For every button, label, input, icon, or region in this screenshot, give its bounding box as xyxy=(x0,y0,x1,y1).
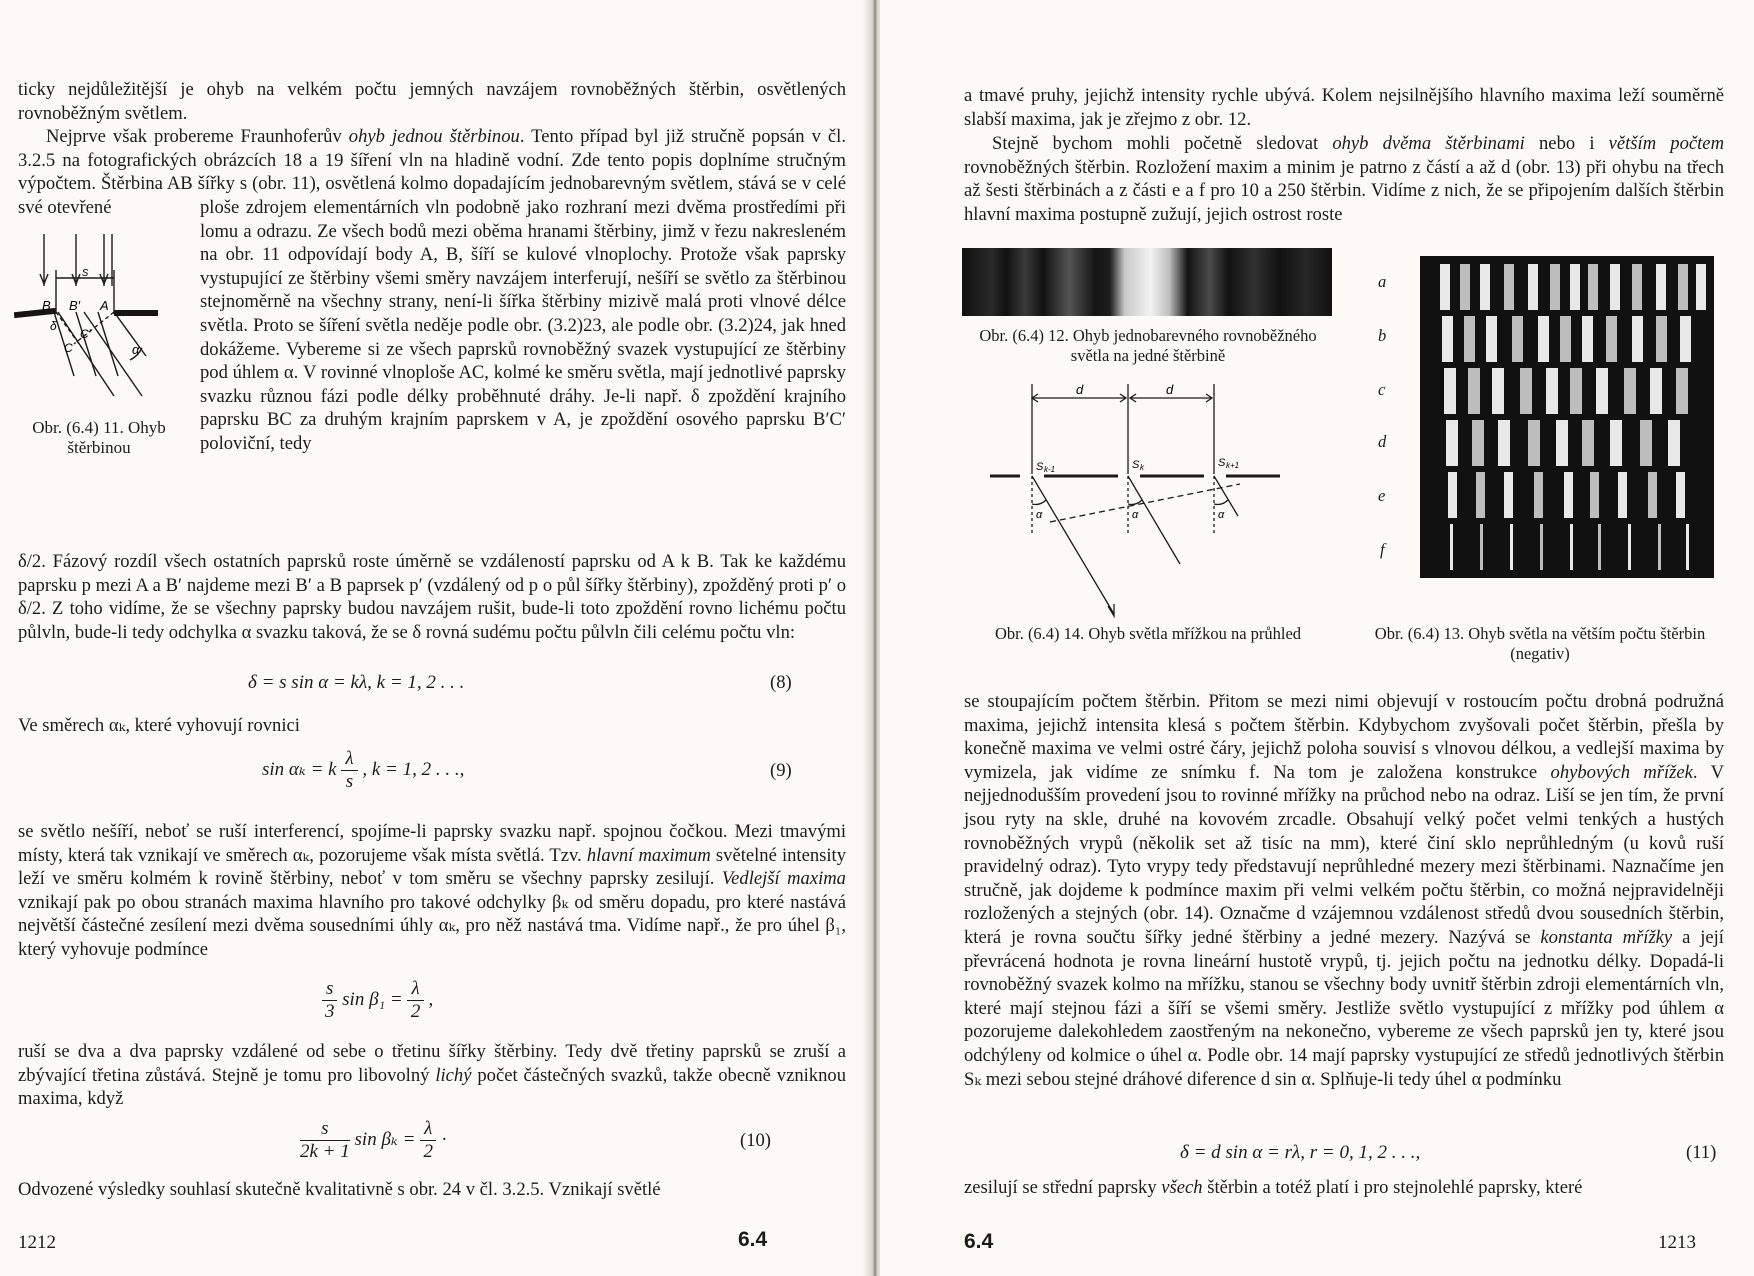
svg-text:δ: δ xyxy=(50,319,57,333)
equation-10: $\frac{s}{2k + 1}$ sin βₖ = $\frac{\lambda}{2}$ · xyxy=(300,1118,448,1162)
interference-band xyxy=(1668,420,1680,466)
figure-14-grating-diagram xyxy=(990,384,1340,620)
interference-band xyxy=(1656,316,1667,362)
equation-9: sin αₖ = k $\frac{\lambda}{s}$ , k = 1, 2 . . ., xyxy=(262,748,465,792)
figure-13-caption: Obr. (6.4) 13. Ohyb světla na větším počtu štěrbin (negativ) xyxy=(1374,624,1706,663)
interference-band xyxy=(1648,472,1657,518)
interference-band xyxy=(1460,264,1470,310)
interference-band xyxy=(1676,368,1688,414)
page-number-right: 1213 xyxy=(1658,1232,1696,1253)
interference-band xyxy=(1528,420,1540,466)
svg-text:C′: C′ xyxy=(80,327,91,341)
svg-text:α: α xyxy=(1218,509,1225,521)
paragraph-4: se světlo nešíří, neboť se ruší interferencí, spojíme-li paprsky svazku např. spojnou čočkou. Mezi tmavými místy, která tak vznikají ve směrech αₖ, pozorujeme však místa světlá. Tzv. hlavní maximum světelné intensity leží ve směru kolmém k rovině štěrbiny, neboť v tom směru se všechny paprsky zesilují. Vedlejší maxima vznikají pak po obou stranách maxima hlavního pro takové odchylky βₖ od směru dopadu, pro které nastává největší částečné zesílení mezi dvěma sousedními úhly αₖ, pro něž nastává tma. Vidíme např., že pro úhel β₁, který vyhovuje podmínce xyxy=(18,821,846,960)
interference-band xyxy=(1650,368,1662,414)
figure-12-single-slit-pattern xyxy=(962,248,1332,316)
svg-text:d: d xyxy=(1076,384,1084,397)
paragraph-wrap: ploše zdrojem elementárních vln podobně jako rozhraní mezi dvěma prostředími při lomu a odrazu. Ze všech bodů mezi oběma hranami štěrbiny, jimž v řezu nakresleném na obr. 11 odpovídají body A, B, šíří se kulové vlnoplochy. Protože však paprsky vystupující ze štěrbiny všemi směry navzájem interferují, nešíří se světlo za štěrbinou stejnoměrně na všechny strany, není-li šířka štěrbiny mizivě malá proti vlnové délce světla. Proto se šíření světla neděje podle obr. (3.2)23, ale podle obr. (3.2)24, jak hned dokážeme. Vybereme si ze všech paprsků rovnoběžný svazek vystupující ze štěrbiny pod úhlem α. V rovinné vlnoploše AC, kolmé ke směru světla, mají jednotlivé paprsky svazku různou fázi podle délky proběhnuté dráhy. Je-li např. δ zpoždění krajního paprsku BC za druhým krajním paprskem v A, je zpoždění osového paprsku B′C′ poloviční, tedy xyxy=(200,197,846,454)
interference-band xyxy=(1624,368,1636,414)
svg-text:S: S xyxy=(1218,457,1226,469)
interference-band xyxy=(1686,524,1689,570)
interference-band xyxy=(1448,472,1457,518)
interference-band xyxy=(1598,524,1601,570)
svg-text:k+1: k+1 xyxy=(1226,461,1240,470)
interference-band xyxy=(1464,316,1475,362)
section-number-left: 6.4 xyxy=(738,1228,768,1251)
interference-band xyxy=(1610,264,1620,310)
interference-band xyxy=(1596,368,1608,414)
interference-band xyxy=(1504,264,1514,310)
interference-band xyxy=(1564,472,1573,518)
right-page xyxy=(880,0,1754,1276)
interference-band xyxy=(1560,316,1571,362)
interference-band xyxy=(1546,368,1558,414)
figure-12-caption: Obr. (6.4) 12. Ohyb jednobarevného rovnoběžného světla na jedné štěrbině xyxy=(979,326,1317,365)
svg-text:B′: B′ xyxy=(69,298,81,313)
interference-band xyxy=(1486,316,1497,362)
interference-band xyxy=(1480,264,1490,310)
figure-13-letter-d: d xyxy=(1378,432,1387,451)
paragraph-5: ruší se dva a dva paprsky vzdálené od sebe o třetinu šířky štěrbiny. Tedy dvě třetiny paprsků se zruší a zbývající třetina zůstává. Stejně je tomu pro libovolný lichý počet částečných svazků, takže obecně vzniknou maxima, když xyxy=(18,1041,846,1110)
interference-band xyxy=(1540,524,1543,570)
svg-text:s: s xyxy=(82,264,89,279)
figure-13-letter-a: a xyxy=(1378,272,1387,291)
interference-band xyxy=(1504,472,1513,518)
left-page xyxy=(0,0,872,1276)
paragraph-1-right: a tmavé pruhy, jejichž intensity rychle ubývá. Kolem nejsilnějšího hlavního maxima leží souměrně slabší maxima, jak je zřejmo z obr. 12. xyxy=(964,85,1724,130)
paragraph-after-eq8: Ve směrech αₖ, které vyhovují rovnici xyxy=(18,715,300,736)
interference-band xyxy=(1446,420,1458,466)
figure-14-caption: Obr. (6.4) 14. Ohyb světla mřížkou na průhled xyxy=(994,624,1302,643)
interference-band xyxy=(1550,264,1560,310)
paragraph-2-right: Stejně bychom mohli početně sledovat ohyb dvěma štěrbinami nebo i větším počtem rovnoběžných štěrbin. Rozložení maxim a minim je patrno z částí a až d (obr. 13) při ohybu na třech až šesti štěrbinách a z části e a f pro 10 a 250 štěrbin. Vidíme z nich, že se připojením dalších štěrbin hlavní maxima postupně zužují, jejich ostrost roste xyxy=(964,133,1724,225)
interference-band xyxy=(1680,316,1691,362)
interference-band xyxy=(1476,472,1485,518)
svg-text:B: B xyxy=(42,298,51,313)
interference-band xyxy=(1442,316,1453,362)
interference-band xyxy=(1628,524,1631,570)
svg-text:α: α xyxy=(132,342,140,357)
svg-text:k: k xyxy=(1140,463,1144,472)
interference-band xyxy=(1632,316,1643,362)
svg-text:d: d xyxy=(1166,384,1174,397)
interference-band xyxy=(1570,524,1573,570)
interference-band xyxy=(1588,264,1598,310)
interference-band xyxy=(1512,316,1523,362)
interference-band xyxy=(1520,368,1532,414)
paragraph-4-right: zesilují se střední paprsky všech štěrbin a totéž platí i pro stejnolehlé paprsky, které xyxy=(964,1177,1583,1198)
interference-band xyxy=(1632,264,1642,310)
interference-band xyxy=(1498,420,1510,466)
interference-band xyxy=(1468,368,1480,414)
svg-text:S: S xyxy=(1036,461,1044,473)
svg-text:S: S xyxy=(1132,459,1140,471)
interference-band xyxy=(1538,316,1549,362)
section-number-right: 6.4 xyxy=(964,1230,994,1253)
figure-13-letter-f: f xyxy=(1380,540,1385,559)
interference-band xyxy=(1582,420,1594,466)
svg-text:k-1: k-1 xyxy=(1044,465,1056,474)
interference-band xyxy=(1658,524,1661,570)
interference-band xyxy=(1570,264,1580,310)
interference-band xyxy=(1696,264,1706,310)
interference-band xyxy=(1534,472,1543,518)
page-number-left: 1212 xyxy=(18,1232,56,1253)
equation-8-number: (8) xyxy=(770,672,792,693)
paragraph-1: ticky nejdůležitější je ohyb na velkém počtu jemných navzájem rovnoběžných štěrbin, osvětlených rovnoběžným světlem. xyxy=(18,79,846,124)
interference-band xyxy=(1480,524,1483,570)
interference-band xyxy=(1640,420,1652,466)
equation-11-number: (11) xyxy=(1686,1142,1717,1163)
interference-band xyxy=(1450,524,1453,570)
paragraph-2: Nejprve však probereme Fraunhoferův ohyb jednou štěrbinou. Tento případ byl již stručně popsán v čl. 3.2.5 na fotografických obrázcích 18 a 19 šíření vln na hladině vodní. Zde tento popis doplníme stručným výpočtem. Štěrbina AB šířky s (obr. 11), osvětlená kolmo dopadajícím jednobarevným světlem, stává se v celé své otevřené xyxy=(18,126,846,218)
interference-band xyxy=(1472,420,1484,466)
interference-band xyxy=(1492,368,1504,414)
figure-13-letter-b: b xyxy=(1378,326,1387,345)
interference-band xyxy=(1606,316,1617,362)
interference-band xyxy=(1618,472,1627,518)
figure-13-letter-e: e xyxy=(1378,486,1386,505)
interference-band xyxy=(1444,368,1456,414)
interference-band xyxy=(1510,524,1513,570)
equation-10-number: (10) xyxy=(740,1130,771,1151)
interference-band xyxy=(1656,264,1666,310)
svg-text:α: α xyxy=(1036,509,1043,521)
interference-band xyxy=(1582,316,1593,362)
svg-text:α: α xyxy=(1132,509,1139,521)
interference-band xyxy=(1570,368,1582,414)
equation-9-number: (9) xyxy=(770,760,792,781)
interference-band xyxy=(1440,264,1450,310)
equation-11: δ = d sin α = rλ, r = 0, 1, 2 . . ., xyxy=(1180,1142,1421,1163)
interference-band xyxy=(1676,472,1685,518)
svg-text:C: C xyxy=(64,341,73,355)
svg-text:A: A xyxy=(100,298,109,313)
figure-11-caption: Obr. (6.4) 11. Ohyb štěrbinou xyxy=(32,418,166,457)
interference-band xyxy=(1556,420,1568,466)
interference-band xyxy=(1590,472,1599,518)
paragraph-3-right: se stoupajícím počtem štěrbin. Přitom se mezi nimi objevují v rostoucím počtu drobná podružná maxima, jejichž intensita klesá s počtem štěrbin. Kdybychom zvyšovali počet štěrbin, přešla by konečně maxima ve velmi ostré čáry, jejichž poloha souvisí s vlnovou délkou, a vedlejší maxima by vymizela, jak vidíme ze snímku f. Na tom je založena konstrukce ohybových mřížek. V nejjednodušším provedení jsou to rovinné mřížky na průchod nebo na odraz. Liší se jen tím, že první jsou ryty na skle, druhé na kovovém zrcadle. Obsahují velký počet velmi tenkých a hustých rovnoběžných vrypů (několik set až tisíc na mm), které činí sklo neprůhledným (u kovů ruší pravidelný odraz). Tyto vrypy tedy představují neprůhledné mezery mezi štěrbinami. Naznačíme jen stručně, jak dojdeme k podmínce maxim při velmi velkém počtu štěrbin, co možná nejpravidelněji rozložených a stejných (obr. 14). Označme d vzájemnou vzdálenost středů dvou sousedních štěrbin, která je rovna součtu šířky jedné štěrbiny a jedné mezery. Nazývá se konstanta mřížky a její převrácená hodnota je rovna lineární hustotě vrypů, tj. jejich počtu na jednotku délky. Dopadá-li rovnoběžný svazek kolmo na mřížku, stanou se všechny body uvnitř štěrbin zdroji elementárních vln, které mají stejnou fázi a šíří se všemi směry. Jestliže světlo vystupující z mřížky pod úhlem α pozorujeme dalekohledem zaostřeným na nekonečno, vybereme ze všech paprsků jen ty, které jsou odchýleny od kolmice o úhel α. Podle obr. 14 mají paprsky vystupující ze středů jednotlivých štěrbin Sₖ mezi sebou stejné dráhové diference d sin α. Splňuje-li tedy úhel α podmínku xyxy=(964,691,1724,1090)
interference-band xyxy=(1528,264,1538,310)
figure-13-letter-c: c xyxy=(1378,380,1386,399)
figure-13-multi-slit-pattern xyxy=(1420,256,1714,578)
paragraph-6: Odvozené výsledky souhlasí skutečně kvalitativně s obr. 24 v čl. 3.2.5. Vznikají světlé xyxy=(18,1179,661,1200)
figure-11-slit-diffraction xyxy=(14,226,194,416)
equation-8: δ = s sin α = kλ, k = 1, 2 . . . xyxy=(248,672,465,693)
interference-band xyxy=(1610,420,1622,466)
equation-beta1: $\frac{s}{3}$ sin β₁ = $\frac{\lambda}{2}$ , xyxy=(322,978,433,1023)
paragraph-3: δ/2. Fázový rozdíl všech ostatních paprsků roste úměrně se vzdáleností paprsku od A k B. Tak ke každému paprsku p mezi A a B′ najdeme mezi B′ a B paprsek p′ (vzdálený od p o půl šířky štěrbiny), zpožděný proti p′ o δ/2. Z toho vidíme, že se všechny paprsky budou navzájem rušit, bude-li toto zpoždění rovno lichému počtu půlvln, bude-li tedy odchylka α svazku taková, že se δ rovná sudému počtu půlvln čili celému počtu vln: xyxy=(18,551,846,643)
interference-band xyxy=(1678,264,1688,310)
